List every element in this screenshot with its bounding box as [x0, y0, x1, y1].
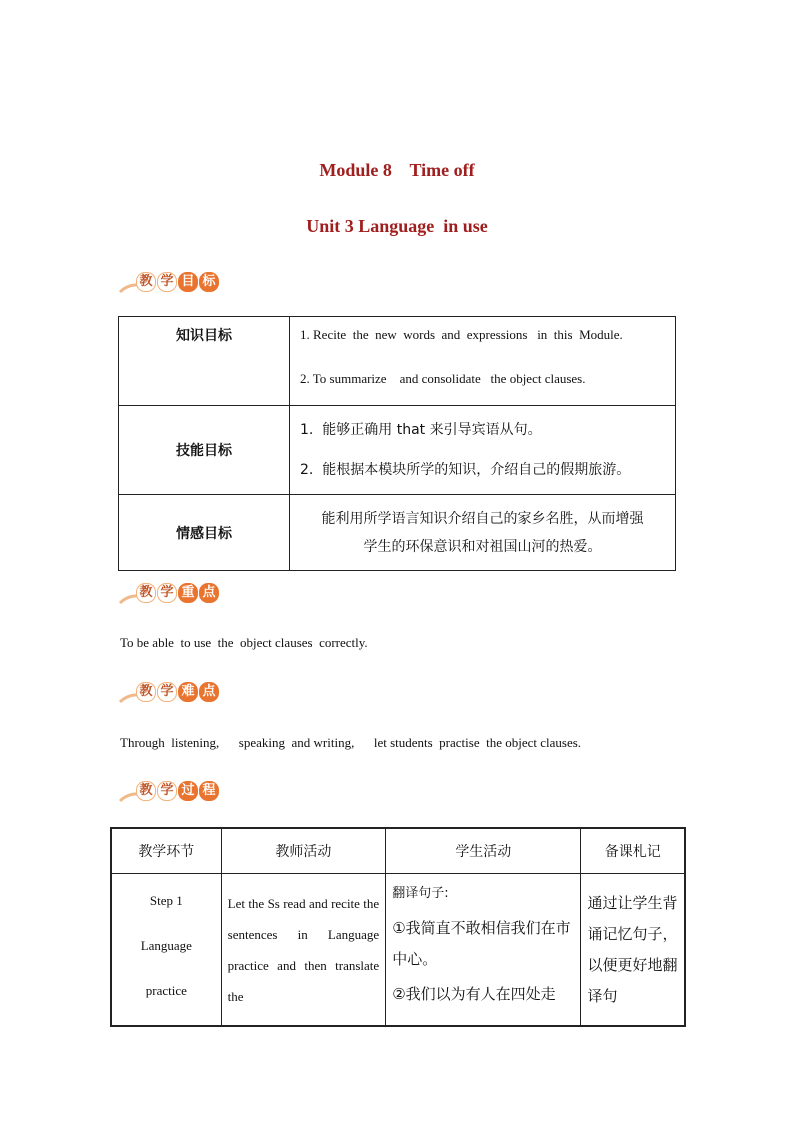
objective-line: 2. 能根据本模块所学的知识，介绍自己的假期旅游。 — [300, 462, 631, 478]
step-line: practice — [145, 983, 187, 998]
unit-title: Unit 3 Language in use — [306, 216, 488, 236]
student-activity — [386, 874, 581, 1026]
objective-line: 1. 能够正确用 that 来引导宾语从句。 — [300, 422, 542, 438]
student-line: ①我简直不敢相信我们在市中心。 — [392, 919, 571, 968]
section-badge-goals — [118, 268, 228, 298]
badge-char: 学 — [157, 682, 177, 702]
badge-char: 教 — [136, 583, 156, 603]
badge-char: 学 — [157, 272, 177, 292]
student-line: ②我们以为有人在四处走 — [392, 985, 556, 1003]
objective-body — [290, 317, 676, 406]
badge-char: 教 — [136, 272, 156, 292]
objective-line: 2. To summarize and consolidate the object clauses. — [300, 371, 586, 386]
column-header: 教师活动 — [221, 828, 386, 874]
badge-char: 教 — [136, 781, 156, 801]
objective-head: 知识目标 — [119, 317, 290, 406]
key-point-text: To be able to use the object clauses correctly. — [120, 635, 368, 650]
section-badge-key-points — [118, 579, 228, 609]
table-row — [119, 406, 676, 495]
column-header: 备课札记 — [581, 828, 685, 874]
note-cell: 通过让学生背诵记忆句子，以便更好地翻译句 — [581, 874, 685, 1026]
badge-char: 学 — [157, 583, 177, 603]
column-header: 学生活动 — [386, 828, 581, 874]
objective-line: 能利用所学语言知识介绍自己的家乡名胜，从而增强 — [321, 510, 644, 527]
objective-line: 1. Recite the new words and expressions in this Module. — [300, 327, 623, 342]
badge-char: 教 — [136, 682, 156, 702]
teacher-activity: Let the Ss read and recite the sentences in Language practice and then translate the — [221, 874, 386, 1026]
table-row — [111, 874, 685, 1026]
section-badge-difficulties — [118, 678, 228, 708]
difficulty-text: Through listening, speaking and writing, let students practise the object clauses. — [120, 735, 582, 750]
badge-char: 学 — [157, 781, 177, 801]
badge-char: 程 — [199, 781, 219, 801]
badge-char: 点 — [199, 583, 219, 603]
table-row — [119, 317, 676, 406]
objectives-table — [118, 316, 676, 571]
column-header: 教学环节 — [111, 828, 221, 874]
table-row — [119, 495, 676, 571]
section-badge-process — [118, 777, 228, 807]
step-cell — [111, 874, 221, 1026]
badge-char: 过 — [178, 781, 198, 801]
objective-body — [290, 495, 676, 571]
student-line: 翻译句子: — [392, 886, 449, 901]
objective-head: 情感目标 — [119, 495, 290, 571]
badge-char: 点 — [199, 682, 219, 702]
badge-char: 难 — [178, 682, 198, 702]
objective-body — [290, 406, 676, 495]
objective-head: 技能目标 — [119, 406, 290, 495]
badge-char: 标 — [199, 272, 219, 292]
step-line: Language — [140, 938, 192, 953]
module-title: Module 8 Time off — [319, 160, 475, 180]
table-header-row — [111, 828, 685, 874]
process-table — [110, 827, 686, 1027]
badge-char: 重 — [178, 583, 198, 603]
badge-char: 目 — [178, 272, 198, 292]
objective-line: 学生的环保意识和对祖国山河的热爱。 — [363, 538, 602, 555]
step-line: Step 1 — [149, 893, 183, 908]
